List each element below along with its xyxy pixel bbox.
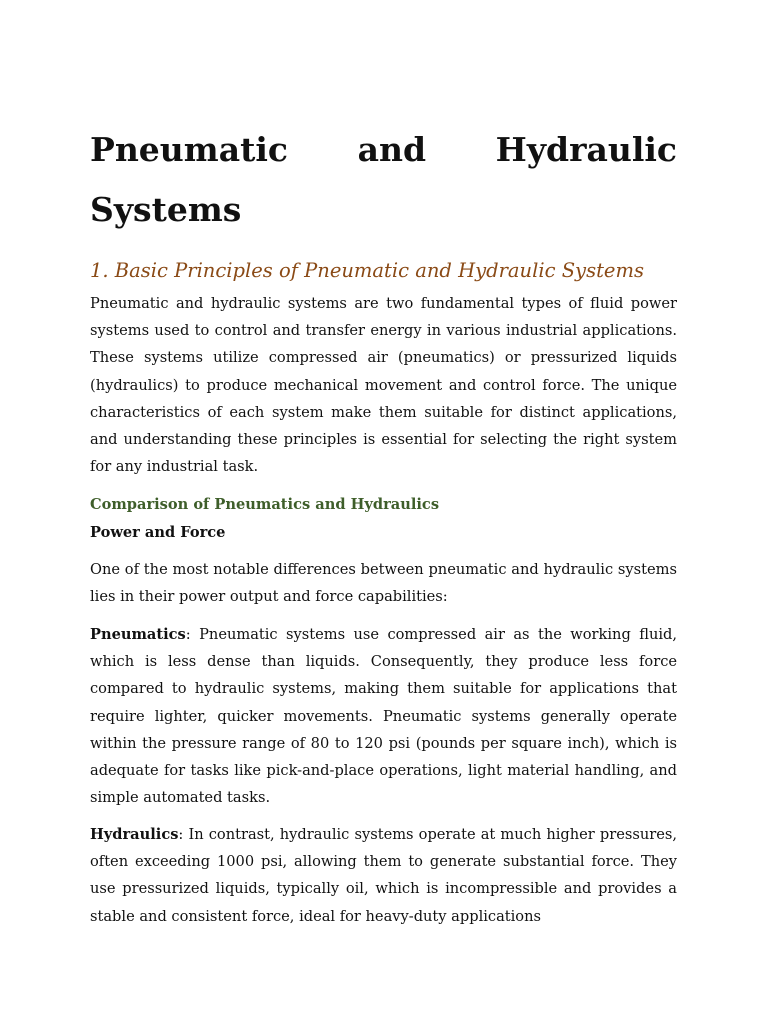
subsubsection-heading: Power and Force	[90, 524, 226, 541]
hydraulics-term: Hydraulics	[90, 826, 179, 843]
pneumatics-paragraph	[90, 621, 677, 811]
hydraulics-text: : In contrast, hydraulic systems operate at much higher pressures, often exceeding 1000 psi, allowing them to generate substantial force. They use pressurized liquids, typically oil, which is incompressible and provides a stable and consistent force, ideal for heavy-duty applications	[90, 826, 677, 925]
power-paragraph: One of the most notable differences between pneumatic and hydraulic systems lies in their power output and force capabilities:	[90, 561, 677, 606]
subsection-heading: Comparison of Pneumatics and Hydraulics	[90, 496, 440, 513]
hydraulics-paragraph	[90, 821, 677, 930]
pneumatics-term: Pneumatics	[90, 626, 186, 643]
intro-paragraph: Pneumatic and hydraulic systems are two fundamental types of fluid power systems used to control and transfer energy in various industrial applications. These systems utilize compressed air (pneumatics) or pressurized liquids (hydraulics) to produce mechanical movement and control force. The unique characteristics of each system make them suitable for distinct applications, and understanding these principles is essential for selecting the right system for any industrial task.	[90, 295, 677, 476]
section-heading: 1. Basic Principles of Pneumatic and Hydraulic Systems	[90, 259, 644, 282]
document-title: Pneumatic and Hydraulic Systems	[90, 130, 677, 229]
pneumatics-text: : Pneumatic systems use compressed air as the working fluid, which is less dense than liquids. Consequently, they produce less force compared to hydraulic systems, making them suitable for applications that require lighter, quicker movements. Pneumatic systems generally operate within the pressure range of 80 to 120 psi (pounds per square inch), which is adequate for tasks like pick-and-place operations, light material handling, and simple automated tasks.	[90, 626, 677, 807]
